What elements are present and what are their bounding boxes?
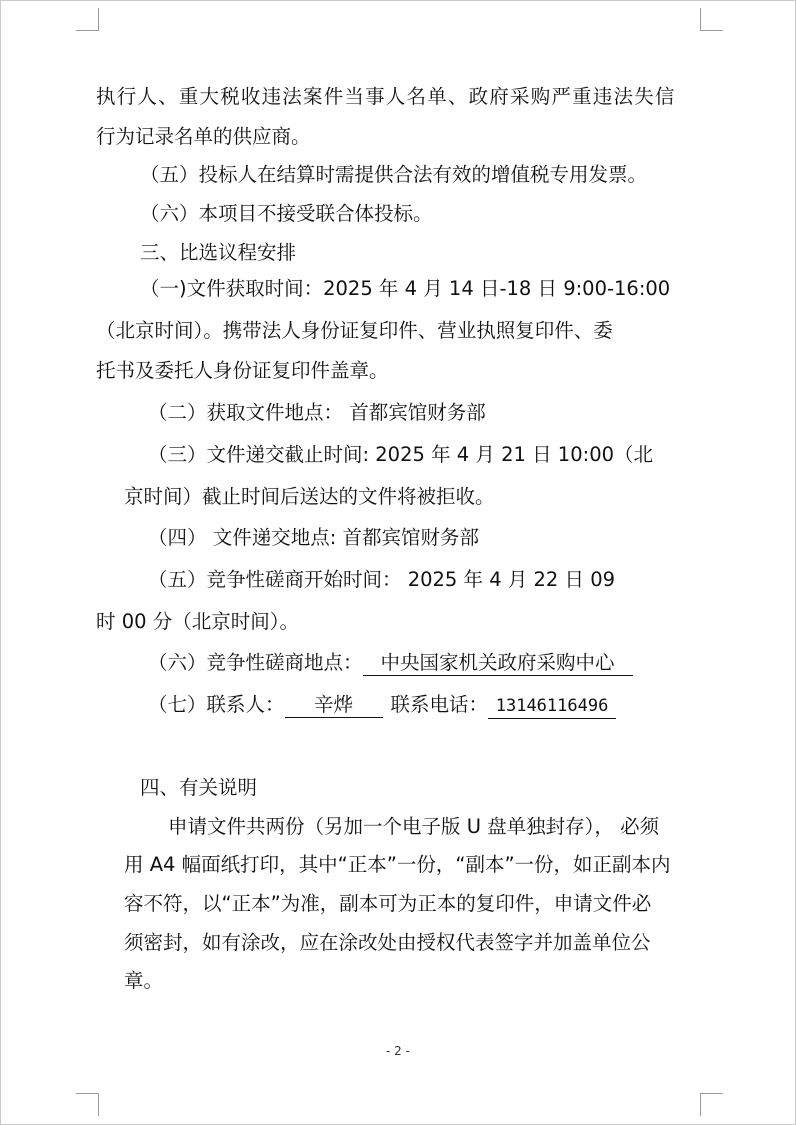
body-line-9: （二）获取文件地点： 首都宾馆财务部 — [148, 401, 486, 424]
section-heading-3: 三、比选议程安排 — [140, 241, 297, 264]
crop-mark-bottom-left — [76, 1093, 99, 1116]
body-line-7: （北京时间）。携带法人身份证复印件、营业执照复印件、委 — [96, 319, 613, 342]
body-line-21: 须密封，如有涂改，应在涂改处由授权代表签字并加盖单位公 — [124, 931, 651, 954]
section-heading-4: 四、有关说明 — [140, 776, 258, 799]
body-line-12: （四） 文件递交地点: 首都宾馆财务部 — [148, 526, 479, 549]
body-line-6: （一)文件获取时间：2025 年 4 月 14 日-18 日 9:00-16:00 — [140, 277, 671, 300]
crop-mark-top-left — [76, 8, 99, 31]
body-line-2: 行为记录名单的供应商。 — [96, 125, 311, 148]
page-number: - 2 - — [386, 1044, 410, 1058]
body-line-3: （五）投标人在结算时需提供合法有效的增值税专用发票。 — [140, 163, 648, 186]
crop-mark-bottom-right — [700, 1093, 723, 1116]
body-line-8: 托书及委托人身份证复印件盖章。 — [96, 359, 389, 382]
body-line-19: 用 A4 幅面纸打印，其中“正本”一份，“副本”一份，如正副本内 — [124, 853, 671, 876]
contact-label: （七）联系人： — [148, 693, 285, 716]
body-line-10: （三）文件递交截止时间: 2025 年 4 月 21 日 10:00（北 — [148, 443, 654, 466]
contact-name: 辛烨 — [285, 693, 383, 718]
body-line-16 — [148, 692, 616, 719]
venue-label: （六）竞争性磋商地点： — [148, 651, 363, 674]
crop-mark-top-right — [700, 8, 723, 31]
venue-value: 中央国家机关政府采购中心 — [363, 651, 633, 676]
body-line-4: （六）本项目不接受联合体投标。 — [140, 202, 433, 225]
body-line-14: 时 00 分（北京时间）。 — [96, 610, 299, 633]
body-line-13: （五）竞争性磋商开始时间： 2025 年 4 月 22 日 09 — [148, 568, 616, 591]
body-line-22: 章。 — [124, 969, 164, 992]
phone-label: 联系电话： — [390, 693, 489, 716]
body-line-20: 容不符，以“正本”为准，副本可为正本的复印件，申请文件必 — [124, 892, 652, 915]
body-line-18: 申请文件共两份（另加一个电子版 U 盘单独封存）， 必须 — [168, 815, 660, 838]
body-line-1: 执行人、重大税收违法案件当事人名单、政府采购严重违法失信 — [96, 85, 676, 108]
body-line-11: 京时间）截止时间后送达的文件将被拒收。 — [124, 485, 495, 508]
body-line-15 — [148, 650, 633, 676]
phone-value: 13146116496 — [488, 694, 616, 719]
